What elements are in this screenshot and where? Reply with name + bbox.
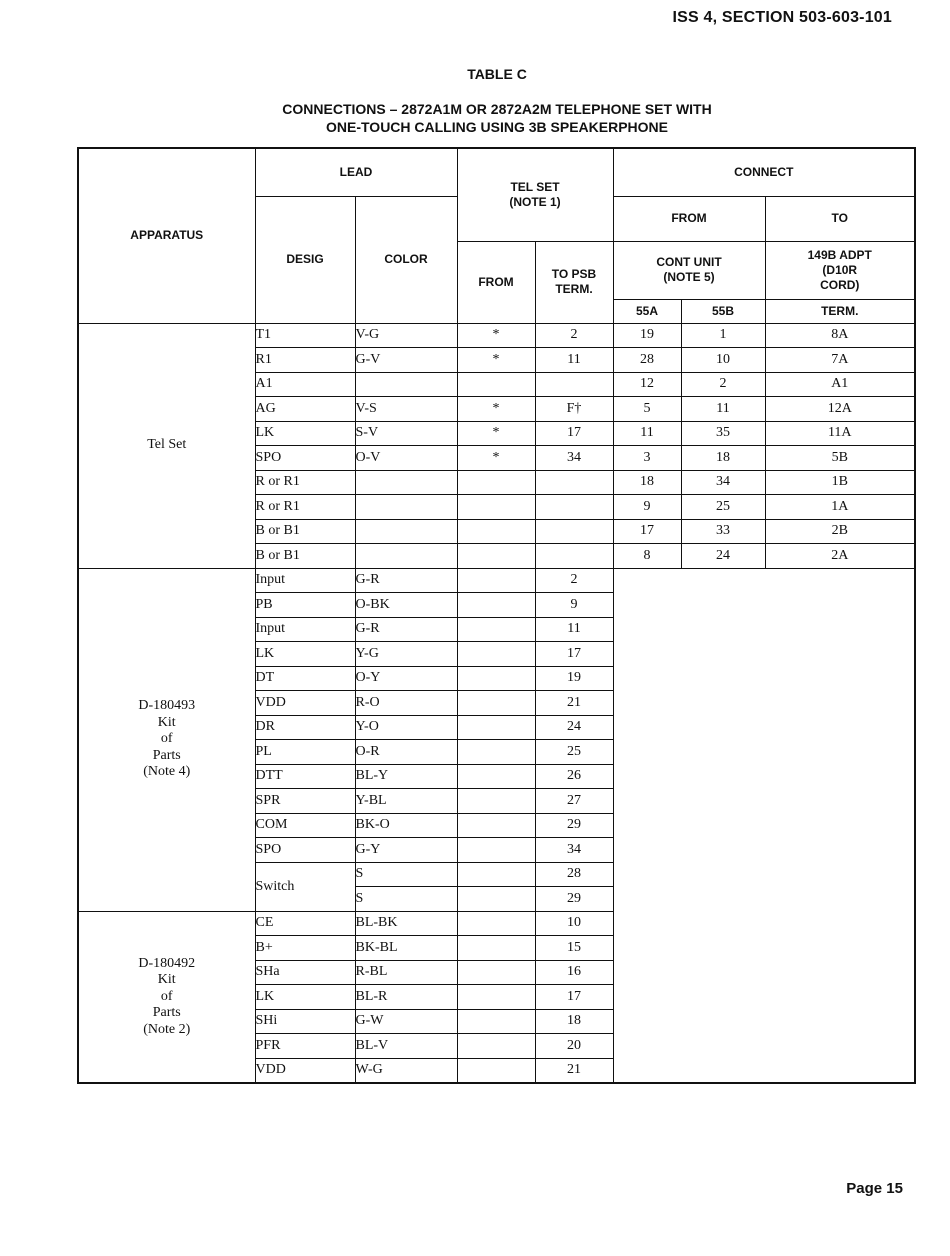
col-header-connect: CONNECT	[613, 148, 915, 196]
to-psb-term-cell: 2	[535, 568, 613, 593]
tel-set-from-cell	[457, 887, 535, 912]
col-header-from: FROM	[457, 241, 535, 323]
lead-color-cell: O-V	[355, 446, 457, 471]
lead-color-cell: S	[355, 887, 457, 912]
tel-set-from-cell: *	[457, 421, 535, 446]
lead-desig-cell: SHi	[255, 1009, 355, 1034]
adpt-term-cell: 5B	[765, 446, 915, 471]
lead-desig-cell: R or R1	[255, 495, 355, 520]
apparatus-label: Parts	[152, 1005, 181, 1020]
lead-desig-cell: LK	[255, 421, 355, 446]
tel-set-from-cell	[457, 764, 535, 789]
empty-connect-area	[613, 568, 915, 1083]
cont-unit-55a-cell: 17	[613, 519, 681, 544]
lead-desig-cell: Switch	[255, 862, 355, 911]
lead-color-cell: R-O	[355, 691, 457, 716]
lead-color-cell: BL-Y	[355, 764, 457, 789]
to-psb-term-cell: 11	[535, 617, 613, 642]
lead-color-cell: W-G	[355, 1058, 457, 1083]
lead-desig-cell: B or B1	[255, 544, 355, 569]
to-psb-term-cell: 21	[535, 691, 613, 716]
cont-unit-55b-cell: 2	[681, 372, 765, 397]
to-psb-term-cell: 9	[535, 593, 613, 618]
apparatus-label: Kit	[157, 714, 176, 730]
lead-desig-cell: SPR	[255, 789, 355, 814]
lead-color-cell: BL-V	[355, 1034, 457, 1059]
tel-set-from-cell	[457, 691, 535, 716]
tel-set-from-cell	[457, 813, 535, 838]
to-psb-term-cell	[535, 519, 613, 544]
col-header-connect-from: FROM	[613, 196, 765, 241]
lead-color-cell	[355, 544, 457, 569]
apparatus-label: (Note 4)	[143, 764, 191, 780]
connections-table-body	[78, 323, 915, 1083]
lead-desig-cell: B or B1	[255, 519, 355, 544]
lead-desig-cell: T1	[255, 323, 355, 348]
lead-color-cell: O-R	[355, 740, 457, 765]
to-psb-term-cell: 29	[535, 887, 613, 912]
lead-desig-cell: R or R1	[255, 470, 355, 495]
tel-set-from-cell	[457, 838, 535, 863]
to-psb-term-cell: 21	[535, 1058, 613, 1083]
cont-unit-55a-cell: 28	[613, 348, 681, 373]
lead-color-cell: Y-BL	[355, 789, 457, 814]
table-label: TABLE C	[467, 66, 527, 82]
lead-desig-cell: PB	[255, 593, 355, 618]
adpt-term-cell: 8A	[765, 323, 915, 348]
apparatus-cell	[78, 911, 255, 1083]
lead-desig-cell: COM	[255, 813, 355, 838]
cont-unit-55a-cell: 9	[613, 495, 681, 520]
cont-unit-55b-cell: 35	[681, 421, 765, 446]
lead-desig-cell: DTT	[255, 764, 355, 789]
tel-set-from-cell	[457, 544, 535, 569]
col-header-apparatus: APPARATUS	[78, 148, 255, 323]
tel-set-from-cell	[457, 985, 535, 1010]
to-psb-term-cell: 16	[535, 960, 613, 985]
tel-set-from-cell	[457, 960, 535, 985]
tel-set-from-cell	[457, 519, 535, 544]
caption-line-1: CONNECTIONS – 2872A1M OR 2872A2M TELEPHONE SET WITH	[282, 101, 712, 117]
tel-set-from-cell: *	[457, 323, 535, 348]
col-header-color: COLOR	[355, 196, 457, 323]
lead-desig-cell: R1	[255, 348, 355, 373]
to-psb-term-cell	[535, 372, 613, 397]
lead-color-cell: BK-BL	[355, 936, 457, 961]
cont-unit-55a-cell: 5	[613, 397, 681, 422]
adpt-term-cell: 1A	[765, 495, 915, 520]
adpt-term-cell: 2B	[765, 519, 915, 544]
adpt-term-cell: 1B	[765, 470, 915, 495]
lead-desig-cell: Input	[255, 568, 355, 593]
adpt-term-cell: 7A	[765, 348, 915, 373]
lead-desig-cell: VDD	[255, 691, 355, 716]
lead-color-cell: Y-G	[355, 642, 457, 667]
to-psb-term-cell: 17	[535, 421, 613, 446]
apparatus-cell	[78, 323, 255, 568]
lead-desig-cell: DR	[255, 715, 355, 740]
tel-set-from-cell	[457, 593, 535, 618]
to-psb-term-cell	[535, 495, 613, 520]
to-psb-term-cell: 28	[535, 862, 613, 887]
lead-desig-cell: SPO	[255, 446, 355, 471]
lead-desig-cell: PL	[255, 740, 355, 765]
to-psb-term-cell: 34	[535, 838, 613, 863]
cont-unit-55b-cell: 18	[681, 446, 765, 471]
adpt-term-cell: 2A	[765, 544, 915, 569]
apparatus-label: of	[160, 731, 173, 747]
to-psb-term-cell: 25	[535, 740, 613, 765]
col-header-tel-set: TEL SET (NOTE 1)	[457, 148, 613, 241]
cont-unit-55a-cell: 12	[613, 372, 681, 397]
tel-set-from-cell	[457, 495, 535, 520]
lead-desig-cell: PFR	[255, 1034, 355, 1059]
tel-set-from-cell	[457, 936, 535, 961]
lead-color-cell: Y-O	[355, 715, 457, 740]
lead-desig-cell: VDD	[255, 1058, 355, 1083]
lead-color-cell: O-BK	[355, 593, 457, 618]
to-psb-term-cell: 29	[535, 813, 613, 838]
cont-unit-55b-cell: 34	[681, 470, 765, 495]
tel-set-from-cell	[457, 740, 535, 765]
apparatus-label: of	[160, 988, 173, 1004]
to-psb-term-cell: 20	[535, 1034, 613, 1059]
lead-color-cell: BL-R	[355, 985, 457, 1010]
document-header: ISS 4, SECTION 503-603-101	[672, 9, 892, 26]
to-psb-term-cell: 10	[535, 911, 613, 936]
lead-color-cell: V-G	[355, 323, 457, 348]
lead-desig-cell: AG	[255, 397, 355, 422]
lead-color-cell: R-BL	[355, 960, 457, 985]
table-row	[78, 568, 915, 593]
lead-desig-cell: LK	[255, 642, 355, 667]
cont-unit-55b-cell: 11	[681, 397, 765, 422]
tel-set-from-cell: *	[457, 397, 535, 422]
tel-set-from-cell	[457, 617, 535, 642]
lead-color-cell: V-S	[355, 397, 457, 422]
to-psb-term-cell: 17	[535, 985, 613, 1010]
lead-desig-cell: A1	[255, 372, 355, 397]
lead-color-cell: G-R	[355, 568, 457, 593]
cont-unit-55a-cell: 18	[613, 470, 681, 495]
tel-set-from-cell	[457, 1034, 535, 1059]
lead-color-cell: G-Y	[355, 838, 457, 863]
to-psb-term-cell: 27	[535, 789, 613, 814]
lead-color-cell: G-R	[355, 617, 457, 642]
lead-color-cell: G-V	[355, 348, 457, 373]
col-header-to-psb: TO PSB TERM.	[535, 241, 613, 323]
cont-unit-55b-cell: 33	[681, 519, 765, 544]
tel-set-from-cell	[457, 715, 535, 740]
tel-set-from-cell	[457, 862, 535, 887]
lead-desig-cell: CE	[255, 911, 355, 936]
cont-unit-55a-cell: 3	[613, 446, 681, 471]
lead-desig-cell: Input	[255, 617, 355, 642]
col-header-55b: 55B	[681, 299, 765, 323]
col-header-cont-unit: CONT UNIT (NOTE 5)	[613, 241, 765, 299]
lead-color-cell: O-Y	[355, 666, 457, 691]
cont-unit-55b-cell: 24	[681, 544, 765, 569]
apparatus-label: Kit	[157, 972, 176, 987]
tel-set-from-cell	[457, 1009, 535, 1034]
lead-color-cell	[355, 470, 457, 495]
lead-desig-cell: DT	[255, 666, 355, 691]
tel-set-from-cell	[457, 642, 535, 667]
apparatus-label: D-180492	[138, 955, 196, 971]
lead-color-cell: BK-O	[355, 813, 457, 838]
apparatus-label: Tel Set	[147, 437, 187, 453]
to-psb-term-cell: F†	[535, 397, 613, 422]
col-header-desig: DESIG	[255, 196, 355, 323]
to-psb-term-cell: 11	[535, 348, 613, 373]
lead-color-cell	[355, 495, 457, 520]
apparatus-cell	[78, 568, 255, 911]
tel-set-from-cell: *	[457, 348, 535, 373]
cont-unit-55a-cell: 11	[613, 421, 681, 446]
lead-desig-cell: SPO	[255, 838, 355, 863]
col-header-connect-to: TO	[765, 196, 915, 241]
to-psb-term-cell: 19	[535, 666, 613, 691]
lead-desig-cell: B+	[255, 936, 355, 961]
caption-line-2: ONE-TOUCH CALLING USING 3B SPEAKERPHONE	[326, 119, 668, 135]
to-psb-term-cell: 15	[535, 936, 613, 961]
to-psb-term-cell: 24	[535, 715, 613, 740]
table-row	[78, 323, 915, 348]
to-psb-term-cell	[535, 544, 613, 569]
lead-desig-cell: SHa	[255, 960, 355, 985]
adpt-term-cell: 11A	[765, 421, 915, 446]
tel-set-from-cell: *	[457, 446, 535, 471]
to-psb-term-cell: 34	[535, 446, 613, 471]
lead-color-cell	[355, 519, 457, 544]
cont-unit-55a-cell: 19	[613, 323, 681, 348]
tel-set-from-cell	[457, 911, 535, 936]
cont-unit-55a-cell: 8	[613, 544, 681, 569]
cont-unit-55b-cell: 10	[681, 348, 765, 373]
col-header-149b-adpt: 149B ADPT (D10R CORD)	[765, 241, 915, 299]
tel-set-from-cell	[457, 789, 535, 814]
lead-color-cell: S	[355, 862, 457, 887]
lead-color-cell: G-W	[355, 1009, 457, 1034]
adpt-term-cell: 12A	[765, 397, 915, 422]
to-psb-term-cell: 26	[535, 764, 613, 789]
cont-unit-55b-cell: 1	[681, 323, 765, 348]
tel-set-from-cell	[457, 470, 535, 495]
to-psb-term-cell: 18	[535, 1009, 613, 1034]
lead-color-cell	[355, 372, 457, 397]
col-header-55a: 55A	[613, 299, 681, 323]
apparatus-label: (Note 2)	[143, 1021, 191, 1037]
col-header-lead: LEAD	[255, 148, 457, 196]
tel-set-from-cell	[457, 568, 535, 593]
tel-set-from-cell	[457, 666, 535, 691]
col-header-term: TERM.	[765, 299, 915, 323]
to-psb-term-cell: 2	[535, 323, 613, 348]
apparatus-label: Parts	[152, 747, 181, 763]
page-number: Page 15	[846, 1180, 903, 1197]
tel-set-from-cell	[457, 1058, 535, 1083]
cont-unit-55b-cell: 25	[681, 495, 765, 520]
tel-set-from-cell	[457, 372, 535, 397]
table-caption	[0, 100, 950, 136]
apparatus-label: D-180493	[138, 698, 196, 714]
lead-color-cell: S-V	[355, 421, 457, 446]
connections-table	[77, 147, 916, 1084]
to-psb-term-cell: 17	[535, 642, 613, 667]
lead-color-cell: BL-BK	[355, 911, 457, 936]
to-psb-term-cell	[535, 470, 613, 495]
adpt-term-cell: A1	[765, 372, 915, 397]
lead-desig-cell: LK	[255, 985, 355, 1010]
